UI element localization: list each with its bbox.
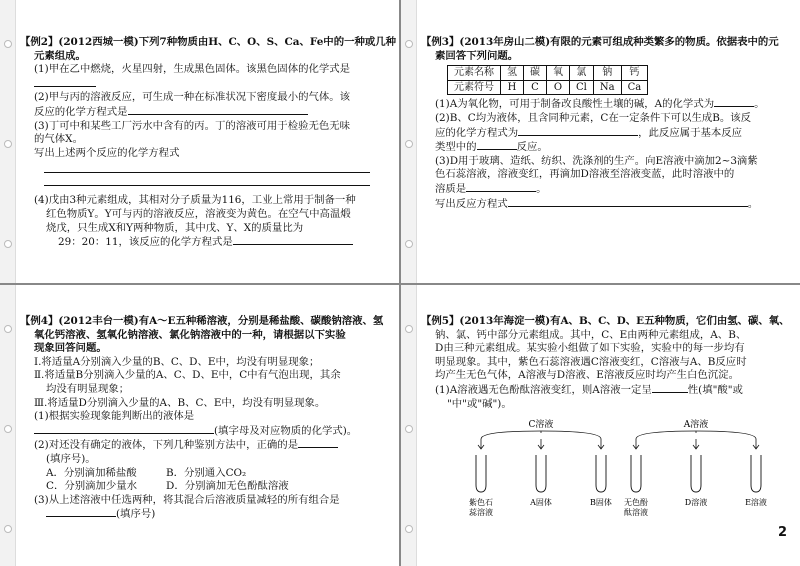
page-number: 2	[777, 525, 787, 540]
example-title: 【例3】(2013年房山二模)有限的元素可组成种类繁多的物质。依据表中的元	[421, 36, 779, 48]
tube-label-d-solution: D溶液	[684, 498, 708, 507]
binder-strip	[401, 0, 417, 283]
drop-arrow	[598, 439, 604, 449]
slide-example-4: 【例4】(2012丰台一模)有A～E五种稀溶液，分别是稀盐酸、碳酸钠溶液、氢 氧化钙溶液、氢氧化钠溶液、氯化钠溶液中的一种，请根据以下实验 现象回答问题。 Ⅰ.将适量A分别滴入少量的B、C、D、E中，均没有明显现象； Ⅱ.将适量B分别滴入少量的A、C、D、E中，C中有气泡出现，其余 均没有明显现象； Ⅲ.将适量D分别滴入少量的A、B、C、E中，均没有明显现象。 (1)根据实验现象能判断出的液体是 (填字母及对应物质的化学式)。 (2)对还没有确定的液体，下列几种鉴别方法中，正确的是 (填序号)。 A．分别滴加稀盐酸 B．分别通入CO₂ C．分别滴加少量水 D．分别滴加无色酚酞溶液 (3)从上述溶液中任选两种，将其混合后溶液质量减轻的所有组合是 (填序号)	[0, 285, 400, 566]
slide-example-5: 【例5】(2013年海淀一模)有A、B、C、D、E五种物质，它们由氢、碳、氧、 钠、氯、钙中部分元素组成。其中，C、E由两种元素组成，A、B、 D由三种元素组成。某实验小组做了如下实验，实验中的每一步均有 明显现象。其中，紫色石蕊溶液遇C溶液变红，C溶液与A、B反应时 均产生无色气体，A溶液与D溶液、E溶液反应时均产生白色沉淀。 (1)A溶液遇无色酚酞溶液变红，则A溶液一定呈 性(填"酸"或 "中"或"碱")。 C溶液 A溶液 紫色石蕊溶液 A固体 B固体 无色酚酞溶液 D溶液 E溶液 2	[401, 285, 800, 566]
tube-label-a-solid: A固体	[530, 498, 552, 507]
tube-label-phenolphthalein: 无色酚酞溶液	[624, 498, 648, 517]
binder-strip	[0, 285, 16, 566]
example-title: 【例5】(2013年海淀一模)有A、B、C、D、E五种物质，它们由氢、碳、氧、	[421, 315, 790, 327]
test-tube-diagram	[441, 415, 781, 525]
test-tube	[631, 455, 641, 492]
binder-strip	[401, 285, 417, 566]
example-title: 【例4】(2012丰台一模)有A～E五种稀溶液，分别是稀盐酸、碳酸钠溶液、氢	[20, 315, 384, 327]
test-tube	[596, 455, 606, 492]
slide-example-2: 【例2】(2012西城一模)下列7种物质由H、C、O、S、Ca、Fe中的一种或几种 元素组成。 (1)甲在乙中燃烧，火星四射，生成黑色固体。该黑色固体的化学式是 (2)甲与丙的溶液反应，可生成一种在标准状况下密度最小的气体。该 反应的化学方程式是 (3)丁可中和某些工厂污水中含有的丙。丁的溶液可用于检验无色无味 的气体X。 写出上述两个反应的化学方程式 (4)戊由3种元素组成，其相对分子质量为116，工业上常用于制备一种 红色物质Y。Y可与丙的溶液反应，溶液变为黄色。在空气中高温煅 烧戊，只生成X和Y两种物质，其中戊、Y、X的质量比为 29：20：11，该反应的化学方程式是	[0, 0, 400, 283]
test-tube	[536, 455, 546, 492]
binder-strip	[0, 0, 16, 283]
c-solution-label: C溶液	[528, 420, 554, 430]
slide-example-3: 【例3】(2013年房山二模)有限的元素可组成种类繁多的物质。依据表中的元 素回答下列问题。 元素名称 氢 碳 氧 氯 钠 钙 元素符号 H C O Cl Na Ca (1)A为氧化物，可用于制备改良酸性土壤的碱，A的化学式为 。 (2)B、C均为液体，且含同种元素，C在一定条件下可以生成B。该反 应的化学方程式为 ，此反应属于基本反应 类型中的 反应。 (3)D用于玻璃、造纸、纺织、洗涤剂的生产。向E溶液中滴加2~3滴紫 色石蕊溶液，溶液变红，再滴加D溶液至溶液变蓝，此时溶液中的 溶质是 。 写出反应方程式 。	[401, 0, 800, 283]
test-tube	[751, 455, 761, 492]
drop-arrow	[753, 439, 759, 449]
tube-label-b-solid: B固体	[590, 498, 612, 507]
drop-arrow	[538, 439, 544, 449]
drop-arrow	[693, 439, 699, 449]
tube-label-litmus: 紫色石蕊溶液	[469, 498, 493, 517]
drop-arrow	[478, 439, 484, 449]
example-title: 【例2】(2012西城一模)下列7种物质由H、C、O、S、Ca、Fe中的一种或几种	[20, 36, 397, 48]
element-table: 元素名称 氢 碳 氧 氯 钠 钙 元素符号 H C O Cl Na Ca	[447, 65, 648, 95]
test-tube	[476, 455, 486, 492]
drop-arrow	[633, 439, 639, 449]
a-solution-label: A溶液	[683, 420, 709, 430]
tube-label-e-solution: E溶液	[745, 498, 767, 507]
test-tube	[691, 455, 701, 492]
